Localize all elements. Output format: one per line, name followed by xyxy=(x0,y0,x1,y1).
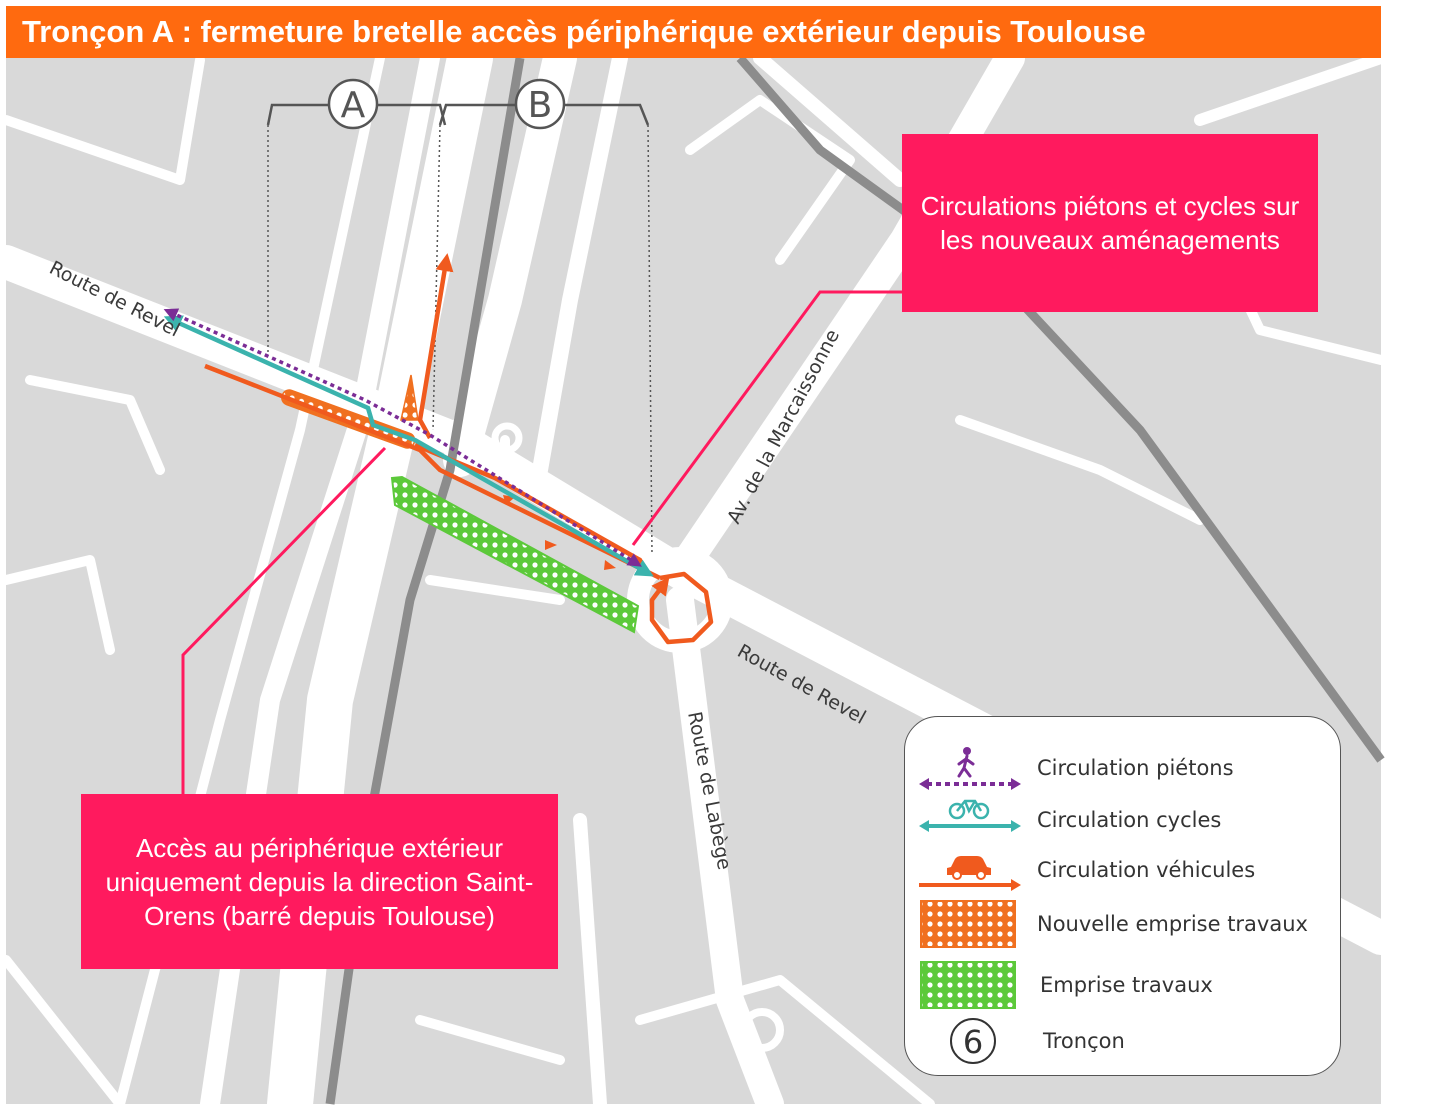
callout-text: Circulations piétons et cycles sur les nouveaux aménagements xyxy=(920,191,1300,255)
car-icon xyxy=(915,845,1025,895)
section-a-label: A xyxy=(340,85,366,126)
section-number-text: 6 xyxy=(962,1023,984,1061)
legend-item-section xyxy=(905,1016,1340,1066)
legend-item-vehicles xyxy=(905,845,1340,895)
legend-label: Nouvelle emprise travaux xyxy=(1037,912,1308,936)
legend-label: Circulation piétons xyxy=(1037,756,1234,780)
bicycle-icon xyxy=(915,795,1025,845)
legend-label: Emprise travaux xyxy=(1040,973,1213,997)
pedestrian-icon xyxy=(915,743,1025,793)
legend-item-pedestrians xyxy=(905,743,1340,793)
callout-pedestrians-cycles xyxy=(902,134,1318,312)
legend-item-new-works xyxy=(905,899,1340,949)
title-banner xyxy=(6,6,1381,58)
legend-label: Circulation cycles xyxy=(1037,808,1222,832)
page-title: Tronçon A : fermeture bretelle accès périphérique extérieur depuis Toulouse xyxy=(22,14,1146,49)
road-label-av-marcaissonne: Av. de la Marcaissonne xyxy=(722,325,845,528)
section-number-icon xyxy=(915,1016,1025,1066)
road-label-route-de-revel-east: Route de Revel xyxy=(733,640,870,729)
callout-access-restriction xyxy=(81,794,558,969)
legend-label: Circulation véhicules xyxy=(1037,858,1256,882)
callout-text: Accès au périphérique extérieur uniquement depuis la direction Saint-Orens (barré depuis Toulouse) xyxy=(105,832,534,931)
orange-hatch-swatch xyxy=(915,899,1025,949)
road-label-route-de-revel-west: Route de Revel xyxy=(45,256,184,342)
legend-item-cycles xyxy=(905,795,1340,845)
section-b-label: B xyxy=(527,85,553,126)
legend-label: Tronçon xyxy=(1043,1029,1125,1053)
legend-item-works xyxy=(905,960,1340,1010)
road-label-route-de-labege: Route de Labège xyxy=(683,709,736,872)
legend xyxy=(904,716,1341,1076)
green-hatch-swatch xyxy=(915,960,1025,1010)
